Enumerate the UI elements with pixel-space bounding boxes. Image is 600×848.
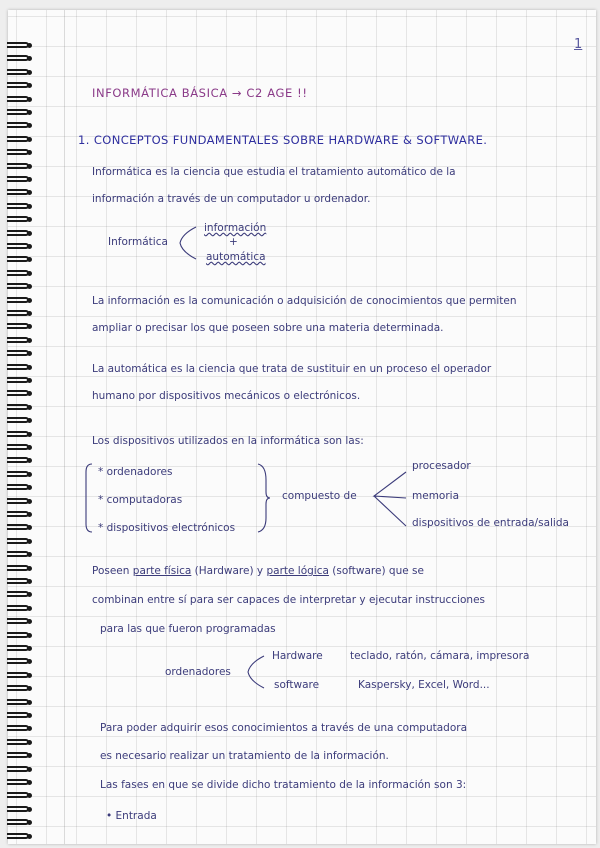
spiral-ring (7, 176, 29, 183)
spiral-ring (7, 618, 29, 625)
auto-definition-line-2: humano por dispositivos mecánicos o electrónicos. (92, 390, 361, 402)
spiral-ring (7, 230, 29, 237)
spiral-ring (7, 699, 29, 706)
spiral-ring (7, 672, 29, 679)
logical-part: parte lógica (266, 565, 329, 577)
info-definition-line-1: La información es la comunicación o adquisición de conocimientos que permiten (92, 295, 517, 307)
spiral-ring (7, 457, 29, 464)
devices-right-brace (256, 462, 272, 534)
intro-line-2: información a través de un computador u ordenador. (92, 193, 371, 205)
components-branch (372, 470, 408, 530)
spiral-ring (7, 484, 29, 491)
spiral-ring (7, 605, 29, 612)
spiral-ring (7, 431, 29, 438)
spiral-ring (7, 645, 29, 652)
spiral-ring (7, 565, 29, 572)
spiral-ring (7, 511, 29, 518)
devices-left-bracket (84, 462, 94, 534)
spiral-ring (7, 337, 29, 344)
margin-line (64, 10, 65, 844)
diagram-bottom-term: automática (206, 251, 266, 263)
closing-line-4: • Entrada (106, 810, 157, 822)
device-item-2: * computadoras (98, 494, 183, 506)
spiral-ring (7, 390, 29, 397)
section-heading: 1. CONCEPTOS FUNDAMENTALES SOBRE HARDWARE & SOFTWARE. (78, 133, 488, 147)
spiral-ring (7, 538, 29, 545)
software-key: software (274, 679, 320, 691)
spiral-ring (7, 364, 29, 371)
spiral-ring (7, 712, 29, 719)
composed-of-label: compuesto de (282, 490, 357, 502)
spiral-ring (7, 163, 29, 170)
devices-intro: Los dispositivos utilizados en la informática son las: (92, 435, 364, 447)
spiral-ring (7, 404, 29, 411)
spiral-ring (7, 578, 29, 585)
spiral-ring (7, 149, 29, 156)
spiral-ring (7, 203, 29, 210)
spiral-ring (7, 739, 29, 746)
spiral-ring (7, 685, 29, 692)
spiral-ring (7, 216, 29, 223)
spiral-ring (7, 55, 29, 62)
parts-line-1-c: (Hardware) y (194, 565, 264, 577)
closing-line-3: Las fases en que se divide dicho tratamiento de la información son 3: (100, 779, 467, 791)
parts-line-3: para las que fueron programadas (100, 623, 276, 635)
spiral-ring (7, 189, 29, 196)
page-number: 1 (574, 37, 583, 52)
spiral-ring (7, 632, 29, 639)
spiral-ring (7, 283, 29, 290)
parts-line-1-a: Poseen (92, 565, 130, 577)
page-title: INFORMÁTICA BÁSICA → C2 AGE !! (92, 86, 308, 100)
spiral-ring (7, 591, 29, 598)
spiral-ring (7, 498, 29, 505)
diagram-informatica-brace (178, 225, 198, 261)
diagram-informatica-label: Informática (108, 236, 168, 248)
component-io-devices: dispositivos de entrada/salida (412, 517, 569, 529)
software-examples: Kaspersky, Excel, Word... (358, 679, 490, 691)
spiral-ring (7, 819, 29, 826)
component-memory: memoria (412, 490, 460, 502)
diagram-ordenadores-brace (246, 654, 266, 690)
hardware-key: Hardware (272, 650, 323, 662)
spiral-ring (7, 323, 29, 330)
spiral-ring (7, 725, 29, 732)
spiral-ring (7, 658, 29, 665)
hardware-examples: teclado, ratón, cámara, impresora (350, 650, 530, 662)
spiral-ring (7, 243, 29, 250)
diagram-ordenadores-label: ordenadores (165, 666, 231, 678)
spiral-ring (7, 96, 29, 103)
spiral-ring (7, 42, 29, 49)
device-item-3: * dispositivos electrónicos (98, 522, 236, 534)
diagram-top-term: información (204, 222, 267, 234)
spiral-ring (7, 297, 29, 304)
spiral-ring (7, 310, 29, 317)
parts-line-1-e: (software) que se (332, 565, 424, 577)
spiral-ring (7, 806, 29, 813)
intro-line-1: Informática es la ciencia que estudia el tratamiento automático de la (92, 166, 456, 178)
parts-line-1 (92, 565, 424, 577)
spiral-ring (7, 136, 29, 143)
spiral-ring (7, 471, 29, 478)
closing-line-1: Para poder adquirir esos conocimientos a través de una computadora (100, 722, 468, 734)
spiral-ring (7, 417, 29, 424)
spiral-ring (7, 779, 29, 786)
spiral-ring (7, 766, 29, 773)
auto-definition-line-1: La automática es la ciencia que trata de sustituir en un proceso el operador (92, 363, 492, 375)
device-item-1: * ordenadores (98, 466, 173, 478)
spiral-ring (7, 109, 29, 116)
component-processor: procesador (412, 460, 471, 472)
diagram-plus: + (229, 236, 238, 248)
spiral-ring (7, 792, 29, 799)
spiral-ring (7, 752, 29, 759)
info-definition-line-2: ampliar o precisar los que poseen sobre una materia determinada. (92, 322, 444, 334)
spiral-ring (7, 256, 29, 263)
physical-part: parte física (132, 565, 192, 577)
spiral-ring (7, 833, 29, 840)
spiral-ring (7, 270, 29, 277)
parts-line-2: combinan entre sí para ser capaces de interpretar y ejecutar instrucciones (92, 594, 486, 606)
spiral-ring (7, 377, 29, 384)
spiral-ring (7, 122, 29, 129)
spiral-ring (7, 444, 29, 451)
spiral-ring (7, 551, 29, 558)
spiral-ring (7, 350, 29, 357)
spiral-ring (7, 82, 29, 89)
spiral-binding (0, 0, 40, 848)
spiral-ring (7, 69, 29, 76)
closing-line-2: es necesario realizar un tratamiento de la información. (100, 750, 389, 762)
spiral-ring (7, 524, 29, 531)
